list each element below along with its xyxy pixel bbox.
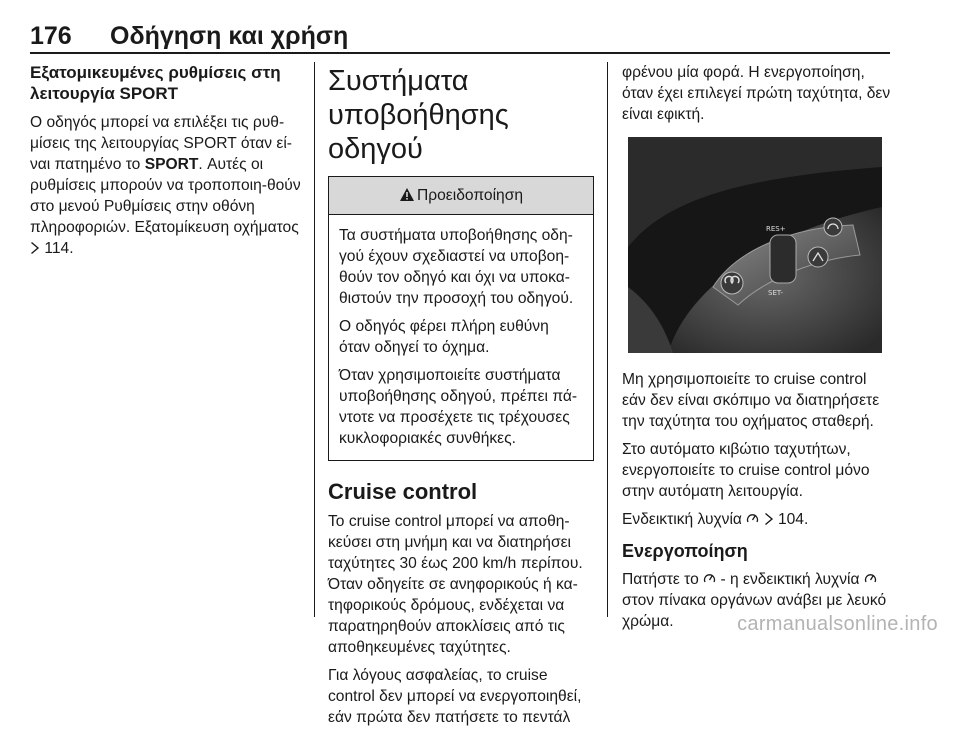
warning-paragraph-3: Όταν χρησιμοποιείτε συστήματα υποβοήθησης οδηγού, πρέπει πά-ντοτε να προσέχετε τις τρέχουσες κυκλοφοριακές συνθήκες. — [339, 367, 578, 447]
header-rule — [30, 52, 890, 54]
cruise-control-icon — [864, 570, 877, 583]
cruise-control-paragraph-2: Για λόγους ασφαλείας, το cruise control δεν μπορεί να ενεργοποιηθεί, εάν πρώτα δεν πατήσετε το πεντάλ — [328, 667, 582, 726]
watermark: carmanualsonline.info — [737, 613, 938, 635]
page-reference-114[interactable]: 114. — [44, 240, 74, 257]
warning-triangle-icon — [399, 179, 415, 216]
warning-body — [329, 215, 593, 460]
activation-heading: Ενεργοποίηση — [622, 541, 748, 561]
cruise-control-icon — [703, 570, 716, 583]
driver-assistance-title: Συστήματα υποβοήθησης οδηγού — [328, 65, 509, 165]
column-3 — [622, 62, 892, 639]
warning-label: Προειδοποίηση — [417, 187, 523, 204]
column-2 — [328, 62, 594, 735]
res-label: RES+ — [766, 225, 786, 233]
page-number: 176 — [30, 22, 72, 50]
chapter-title: Οδήγηση και χρήση — [110, 22, 349, 50]
column-1 — [30, 62, 302, 266]
column-divider-2 — [607, 62, 608, 617]
arrow-reference-icon — [764, 511, 774, 525]
set-label: SET- — [768, 289, 784, 297]
sport-keyword: SPORT — [144, 156, 199, 173]
cruise-control-icon — [746, 510, 759, 523]
activation-paragraph: Πατήστε το - η ενδεικτική λυχνία στον πίνακα οργάνων ανάβει με λευκό χρώμα. — [622, 571, 887, 630]
page-header — [30, 22, 890, 52]
warning-paragraph-2: Ο οδηγός φέρει πλήρη ευθύνη όταν οδηγεί το όχημα. — [339, 318, 549, 356]
sport-settings-heading: Εξατομικευμένες ρυθμίσεις στη λειτουργία SPORT — [30, 63, 281, 103]
arrow-reference-icon — [30, 240, 40, 254]
sport-settings-paragraph: Ο οδηγός μπορεί να επιλέξει τις ρυθ-μίσεις της λειτουργίας SPORT όταν εί-ναι πατημένο το SPORT. Αυτές οι ρυθμίσεις μπορούν να τροποποιη-θούν στο μενού Ρυθμίσεις στην οθόνη πληροφοριών. Εξατομίκευση οχήματος 114. — [30, 114, 301, 257]
page-reference-104[interactable]: 104. — [777, 511, 809, 528]
indicator-lamp-paragraph: Ενδεικτική λυχνία 104. — [622, 511, 809, 528]
automatic-transmission-paragraph: Στο αυτόματο κιβώτιο ταχυτήτων, ενεργοποιείτε το cruise control μόνο στην αυτόματη λειτουργία. — [622, 441, 870, 500]
cruise-control-heading: Cruise control — [328, 479, 478, 504]
column-divider-1 — [314, 62, 315, 617]
warning-header — [329, 177, 593, 215]
warning-box — [328, 176, 594, 461]
warning-paragraph-1: Τα συστήματα υποβοήθησης οδη-γού έχουν σχεδιαστεί να υποβοη-θούν τον οδηγό και όχι να υποκα-θιστούν την προσοχή του οδηγού. — [339, 227, 574, 307]
cruise-usage-paragraph: Μη χρησιμοποιείτε το cruise control εάν δεν είναι σκόπιμο να διατηρήσετε την ταχύτητα του οχήματος σταθερή. — [622, 371, 880, 430]
brake-paragraph-continued: φρένου μία φορά. Η ενεργοποίηση, όταν έχει επιλεγεί πρώτη ταχύτητα, δεν είναι εφικτή. — [622, 64, 891, 123]
steering-wheel-controls-photo — [628, 137, 882, 353]
cruise-control-paragraph-1: Το cruise control μπορεί να αποθη-κεύσει στη μνήμη και να διατηρήσει ταχύτητες 30 έως 200 km/h περίπου. Όταν οδηγείτε σε ανηφορικούς ή κα-τηφορικούς δρόμους, ενδέχεται να παρατηρηθούν αποκλίσεις από τις αποθηκευμένες ταχύτητες. — [328, 513, 583, 656]
